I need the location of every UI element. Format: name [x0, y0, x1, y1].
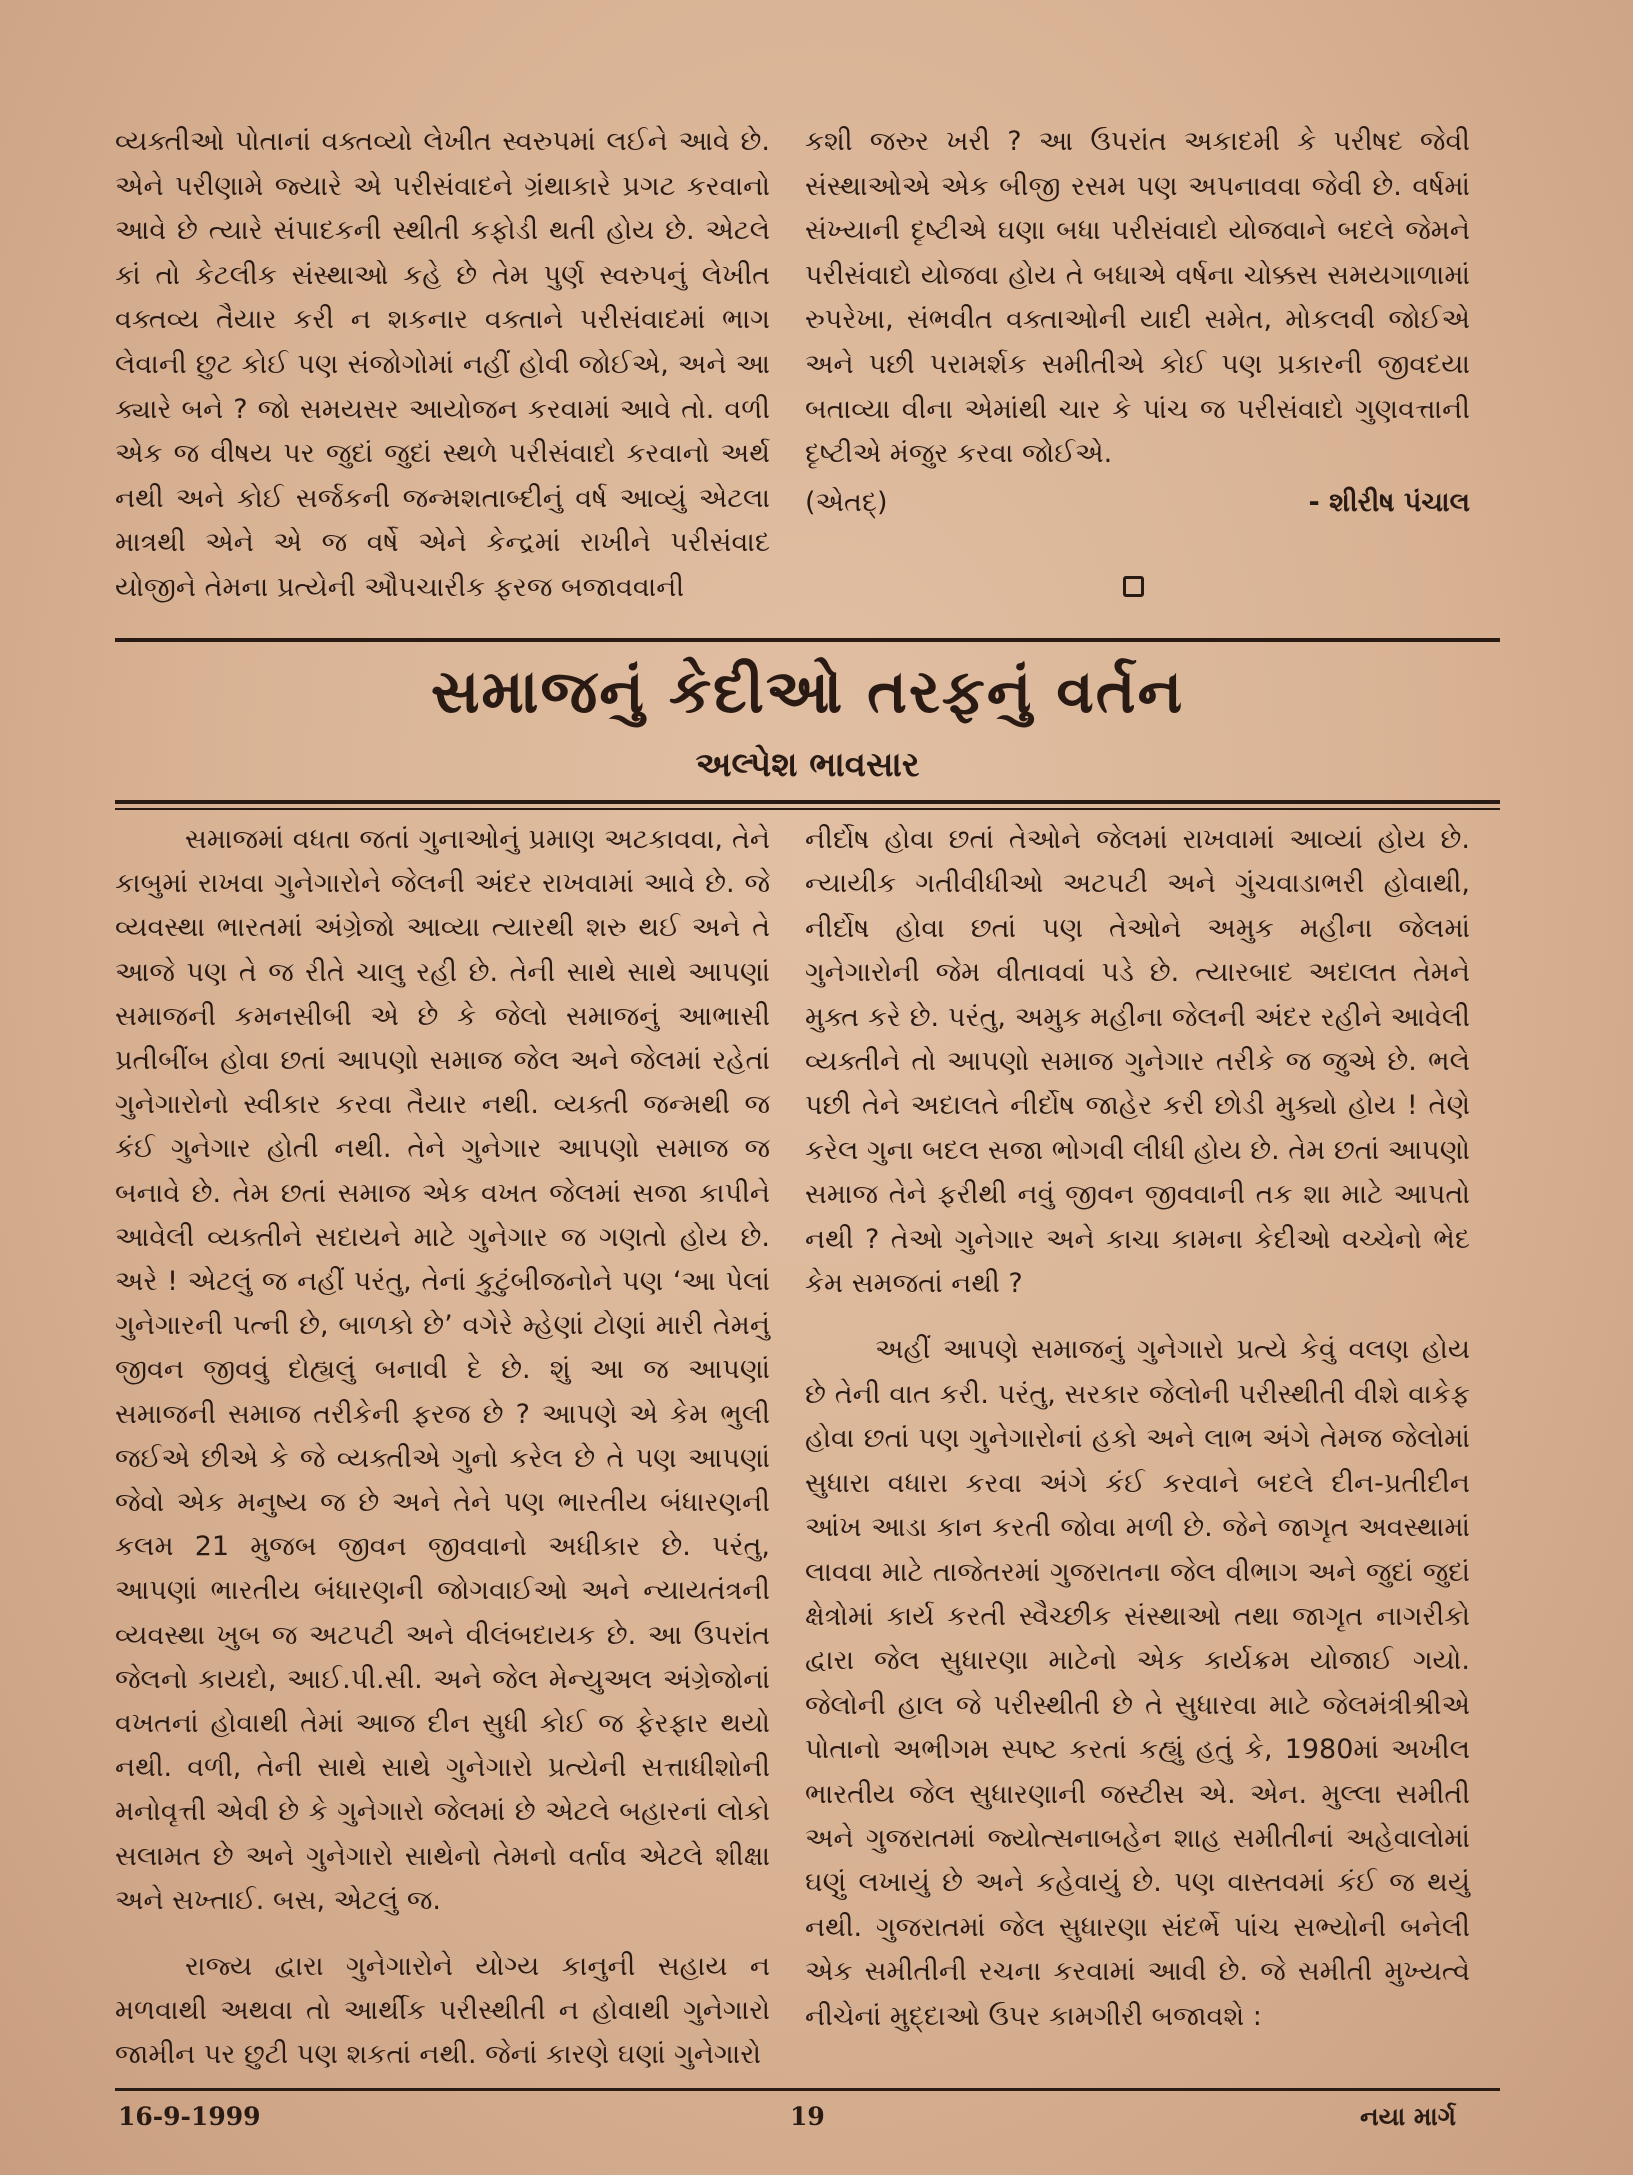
article-paragraph: રાજ્ય દ્વારા ગુનેગારોને યોગ્ય કાનુની સહાય ન મળવાથી અથવા તો આર્થીક પરીસ્થીતી ન હોવાથી ગુનેગારો જામીન પર છુટી પણ શકતાં નથી. જેનાં કારણે ઘણાં ગુનેગારો	[115, 1951, 770, 2071]
source-citation: (એતદ્)	[805, 486, 888, 518]
article-paragraph: નીર્દોષ હોવા છતાં તેઓને જેલમાં રાખવામાં આવ્યાં હોય છે. ન્યાયીક ગતીવીધીઓ અટપટી અને ગુંચવાડાભરી હોવાથી, નીર્દોષ હોવા છતાં પણ તેઓને અમુક મહીના જેલમાં ગુનેગારોની જેમ વીતાવવાં પડે છે. ત્યારબાદ અદાલત તેમને મુક્ત કરે છે. પરંતુ, અમુક મહીના જેલની અંદર રહીને આવેલી વ્યક્તીને તો આપણો સમાજ ગુનેગાર તરીકે જ જુએ છે. ભલે પછી તેને અદાલતે નીર્દોષ જાહેર કરી છોડી મુક્યો હોય ! તેણે કરેલ ગુના બદલ સજા ભોગવી લીધી હોય છે. તેમ છતાં આપણો સમાજ તેને ફરીથી નવું જીવન જીવવાની તક શા માટે આપતો નથી ? તેઓ ગુનેગાર અને કાચા કામના કેદીઓ વચ્ચેનો ભેદ કેમ સમજતાં નથી ?	[805, 824, 1470, 1300]
section-divider-top	[115, 638, 1500, 642]
prev-article-left-text: વ્યક્તીઓ પોતાનાં વક્તવ્યો લેખીત સ્વરુપમાં લઈને આવે છે. એને પરીણામે જ્યારે એ પરીસંવાદને ગ્રંથાકારે પ્રગટ કરવાનો આવે છે ત્યારે સંપાદકની સ્થીતી કફોડી થતી હોય છે. એટલે કાં તો કેટલીક સંસ્થાઓ કહે છે તેમ પુર્ણ સ્વરુપનું લેખીત વક્તવ્ય તૈયાર કરી ન શકનાર વક્તાને પરીસંવાદમાં ભાગ લેવાની છુટ કોઈ પણ સંજોગોમાં નહીં હોવી જોઈએ, અને આ ક્યારે બને ? જો સમયસર આયોજન કરવામાં આવે તો. વળી એક જ વીષય પર જુદાં જુદાં સ્થળે પરીસંવાદો કરવાનો અર્થ નથી અને કોઈ સર્જકની જન્મશતાબ્દીનું વર્ષ આવ્યું એટલા માત્રથી એને એ જ વર્ષે એને કેન્દ્રમાં રાખીને પરીસંવાદ યોજીને તેમના પ્રત્યેની ઔપચારીક ફરજ બજાવવાની	[115, 126, 770, 603]
title-divider-thick	[115, 800, 1500, 804]
prev-article-left-column	[115, 120, 770, 611]
end-of-article-box-icon	[1123, 576, 1144, 597]
article-paragraph: અહીં આપણે સમાજનું ગુનેગારો પ્રત્યે કેવું વલણ હોય છે તેની વાત કરી. પરંતુ, સરકાર જેલોની પરીસ્થીતી વીશે વાકેફ હોવા છતાં પણ ગુનેગારોનાં હકો અને લાભ અંગે તેમજ જેલોમાં સુધારા વધારા કરવા અંગે કંઈ કરવાને બદલે દીન-પ્રતીદીન આંખ આડા કાન કરતી જોવા મળી છે. જેને જાગૃત અવસ્થામાં લાવવા માટે તાજેતરમાં ગુજરાતના જેલ વીભાગ અને જુદાં જુદાં ક્ષેત્રોમાં કાર્ય કરતી સ્વૈચ્છીક સંસ્થાઓ તથા જાગૃત નાગરીકો દ્વારા જેલ સુધારણા માટેનો એક કાર્યક્રમ યોજાઈ ગયો. જેલોની હાલ જે પરીસ્થીતી છે તે સુધારવા માટે જેલમંત્રીશ્રીએ પોતાનો અભીગમ સ્પષ્ટ કરતાં કહ્યું હતું કે, 1980માં અખીલ ભારતીય જેલ સુધારણાની જસ્ટીસ એ. એન. મુલ્લા સમીતી અને ગુજરાતમાં જ્યોત્સનાબહેન શાહ સમીતીનાં અહેવાલોમાં ઘણું લખાયું છે અને કહેવાયું છે. પણ વાસ્તવમાં કંઈ જ થયું નથી. ગુજરાતમાં જેલ સુધારણા સંદર્ભે પાંચ સભ્યોની બનેલી એક સમીતીની રચના કરવામાં આવી છે. જે સમીતી મુખ્યત્વે નીચેનાં મુદ્દાઓ ઉપર કામગીરી બજાવશે :	[805, 1334, 1470, 2032]
title-divider-thin	[115, 808, 1500, 810]
article-left-column	[115, 818, 770, 2078]
prev-article-right-column	[805, 120, 1470, 525]
prev-article-right-text: કશી જરુર ખરી ? આ ઉપરાંત અકાદમી કે પરીષદ જેવી સંસ્થાઓએ એક બીજી રસમ પણ અપનાવવા જેવી છે. વર્ષમાં સંખ્યાની દૃષ્ટીએ ઘણા બધા પરીસંવાદો યોજવાને બદલે જેમને પરીસંવાદો યોજવા હોય તે બધાએ વર્ષના ચોક્કસ સમયગાળામાં રુપરેખા, સંભવીત વક્તાઓની યાદી સમેત, મોકલવી જોઈએ અને પછી પરામર્શક સમીતીએ કોઈ પણ પ્રકારની જીવદયા બતાવ્યા વીના એમાંથી ચાર કે પાંચ જ પરીસંવાદો ગુણવત્તાની દૃષ્ટીએ મંજુર કરવા જોઈએ.	[805, 126, 1470, 470]
article-author: અલ્પેશ ભાવસાર	[695, 745, 920, 785]
article-paragraph: સમાજમાં વધતા જતાં ગુનાઓનું પ્રમાણ અટકાવવા, તેને કાબુમાં રાખવા ગુનેગારોને જેલની અંદર રાખવામાં આવે છે. જે વ્યવસ્થા ભારતમાં અંગ્રેજો આવ્યા ત્યારથી શરુ થઈ અને તે આજે પણ તે જ રીતે ચાલુ રહી છે. તેની સાથે સાથે આપણાં સમાજની કમનસીબી એ છે કે જેલો સમાજનું આભાસી પ્રતીબીંબ હોવા છતાં આપણો સમાજ જેલ અને જેલમાં રહેતાં ગુનેગારોનો સ્વીકાર કરવા તૈયાર નથી. વ્યક્તી જન્મથી જ કંઈ ગુનેગાર હોતી નથી. તેને ગુનેગાર આપણો સમાજ જ બનાવે છે. તેમ છતાં સમાજ એક વખત જેલમાં સજા કાપીને આવેલી વ્યક્તીને સદાયને માટે ગુનેગાર જ ગણતો હોય છે. અરે ! એટલું જ નહીં પરંતુ, તેનાં કુટુંબીજનોને પણ ‘આ પેલાં ગુનેગારની પત્ની છે, બાળકો છે’ વગેરે મ્હેણાં ટોણાં મારી તેમનું જીવન જીવવું દોહ્યલું બનાવી દે છે. શું આ જ આપણાં સમાજની સમાજ તરીકેની ફરજ છે ? આપણે એ કેમ ભુલી જઈએ છીએ કે જે વ્યક્તીએ ગુનો કરેલ છે તે પણ આપણાં જેવો એક મનુષ્ય જ છે અને તેને પણ ભારતીય બંધારણની કલમ 21 મુજબ જીવન જીવવાનો અધીકાર છે. પરંતુ, આપણાં ભારતીય બંધારણની જોગવાઈઓ અને ન્યાયતંત્રની વ્યવસ્થા ખુબ જ અટપટી અને વીલંબદાયક છે. આ ઉપરાંત જેલનો કાયદો, આઈ.પી.સી. અને જેલ મેન્યુઅલ અંગ્રેજોનાં વખતનાં હોવાથી તેમાં આજ દીન સુધી કોઈ જ ફેરફાર થયો નથી. વળી, તેની સાથે સાથે ગુનેગારો પ્રત્યેની સત્તાધીશોની મનોવૃત્તી એવી છે કે ગુનેગારો જેલમાં છે એટલે બહારનાં લોકો સલામત છે અને ગુનેગારો સાથેનો તેમનો વર્તાવ એટલે શીક્ષા અને સખ્તાઈ. બસ, એટલું જ.	[115, 824, 770, 1916]
article-right-column	[805, 818, 1470, 2039]
footer-divider	[115, 2088, 1500, 2091]
author-signature: - શીરીષ પંચાલ	[1308, 486, 1470, 518]
footer-publication-name: નયા માર્ગ	[1360, 2102, 1456, 2131]
source-signature-row	[805, 481, 1470, 526]
footer-page-number: 19	[790, 2102, 825, 2131]
article-title: સમાજનું કેદીઓ તરફનું વર્તન	[430, 657, 1185, 727]
footer-date: 16-9-1999	[118, 2102, 261, 2131]
